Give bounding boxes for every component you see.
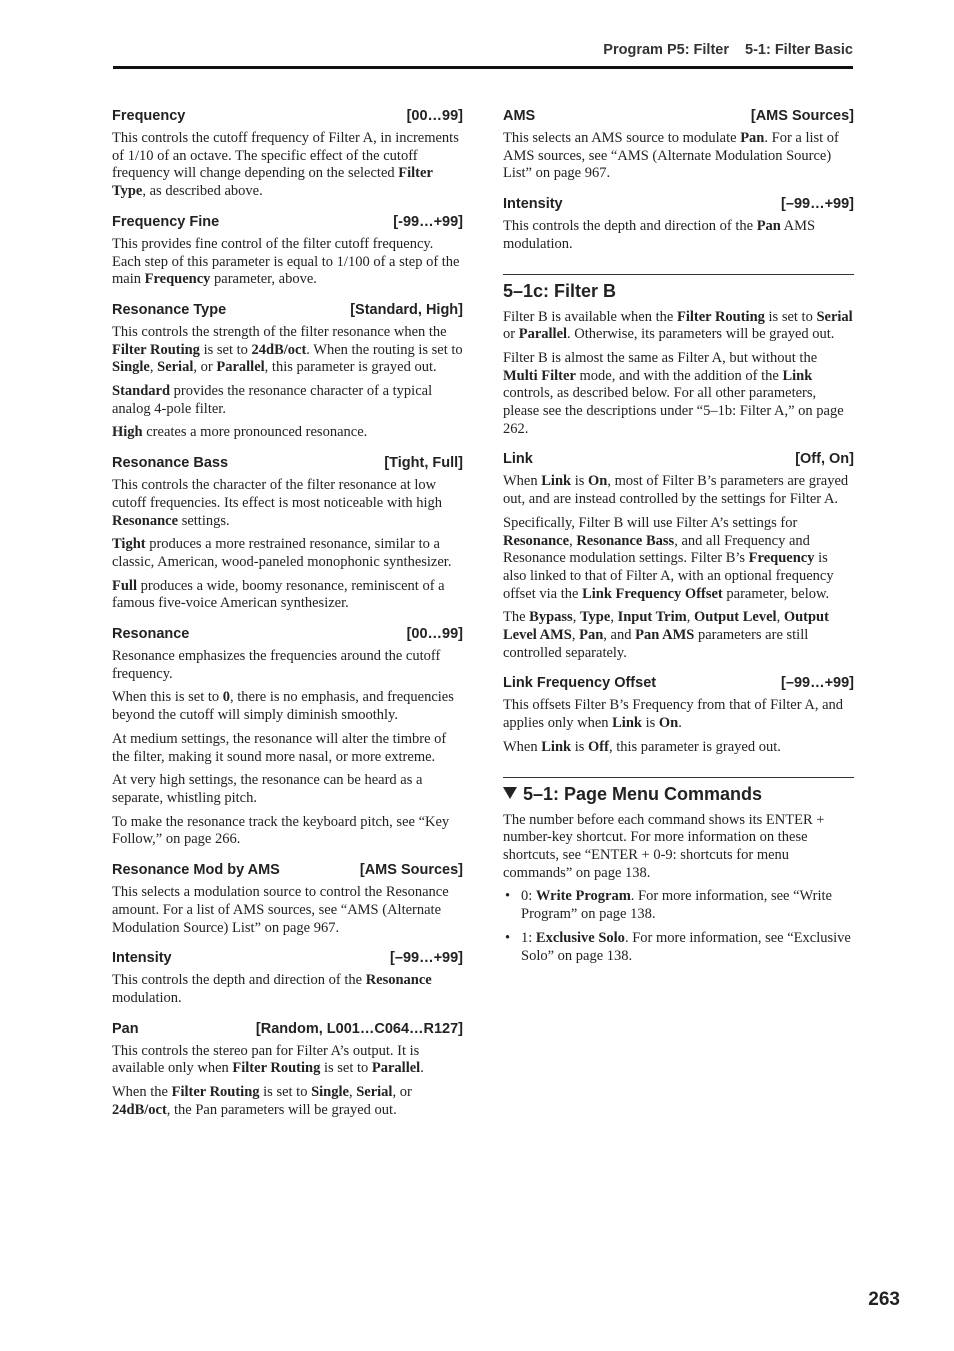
filter-b-desc2: Filter B is almost the same as Filter A, but without the Multi Filter mode, and with the addition of the Link controls, as described below. For all other parameters, please see the descriptions under “5–1b: Filter A,” on page 262.: [503, 349, 844, 437]
param-link-offset: Link Frequency Offset [–99…+99]: [503, 675, 854, 692]
param-link: Link [Off, On]: [503, 451, 854, 468]
param-intensity: Intensity [–99…+99]: [112, 950, 463, 967]
triangle-down-icon: [503, 787, 517, 799]
right-column: [503, 107, 854, 971]
pan-desc: This controls the stereo pan for Filter A’s output. It is available only when Filter Routing is set to Parallel.: [112, 1042, 424, 1077]
resonance-high: At very high settings, the resonance can be heard as a separate, whistling pitch.: [112, 772, 423, 806]
header-rule: [113, 66, 853, 69]
param-resonance: Resonance [00…99]: [112, 626, 463, 643]
ams-desc: This selects an AMS source to modulate Pan. For a list of AMS sources, see “AMS (Alternate Modulation Source) List” on page 967.: [503, 130, 839, 182]
header-chapter: Program P5: Filter: [603, 42, 729, 58]
link-offset-desc1: This offsets Filter B’s Frequency from that of Filter A, and applies only when Link is On.: [503, 697, 844, 732]
filter-b-desc1: Filter B is available when the Filter Routing is set to Serial or Parallel. Otherwise, its parameters will be grayed out.: [503, 308, 853, 343]
menu-desc: The number before each command shows its ENTER + number-key shortcut. For more information on these shortcuts, see “ENTER + 0-9: shortcuts for menu commands” on page 138.: [503, 811, 825, 881]
resonance-bass-full: Full produces a wide, boomy resonance, reminiscent of a famous five-voice American synthesizer.: [112, 577, 445, 612]
running-header: [113, 42, 853, 62]
page-number: 263: [868, 1289, 900, 1310]
resonance-bass-desc: This controls the character of the filter resonance at low cutoff frequencies. Its effect is most noticeable with high Resonance settings.: [112, 477, 443, 529]
frequency-desc: This controls the cutoff frequency of Filter A, in increments of 1/10 of an octave. The specific effect of the cutoff frequency will change depending on the selected Filter Type, as described above.: [112, 130, 459, 200]
param-resonance-mod: Resonance Mod by AMS [AMS Sources]: [112, 862, 463, 879]
resonance-type-standard: Standard provides the resonance character of a typical analog 4-pole filter.: [112, 383, 433, 417]
pan-intensity-desc: This controls the depth and direction of the Pan AMS modulation.: [503, 218, 816, 252]
param-frequency-fine: Frequency Fine [-99…+99]: [112, 213, 463, 230]
param-pan-intensity: Intensity [–99…+99]: [503, 196, 854, 213]
resonance-type-desc: This controls the strength of the filter resonance when the Filter Routing is set to 24dB/oct. When the routing is set to Single, Serial, or Parallel, this parameter is grayed out.: [112, 323, 463, 376]
list-item: • 1: Exclusive Solo. For more information, see “Exclusive Solo” on page 138.: [505, 929, 851, 964]
left-column: [112, 107, 463, 1125]
intensity-desc: This controls the depth and direction of the Resonance modulation.: [112, 972, 432, 1006]
resonance-bass-tight: Tight produces a more restrained resonance, similar to a classic, American, wood-paneled monophonic synthesizer.: [112, 536, 452, 570]
pan-grayed: When the Filter Routing is set to Single, Serial, or 24dB/oct, the Pan parameters will be grayed out.: [112, 1084, 412, 1118]
header-section: 5-1: Filter Basic: [745, 42, 853, 58]
section-filter-b: 5–1c: Filter B: [503, 274, 854, 303]
frequency-fine-desc: This provides fine control of the filter cutoff frequency. Each step of this parameter is equal to 1/100 of a step of the main Frequency parameter, above.: [112, 235, 460, 288]
param-resonance-bass: Resonance Bass [Tight, Full]: [112, 455, 463, 472]
param-ams: AMS [AMS Sources]: [503, 108, 854, 124]
resonance-medium: At medium settings, the resonance will alter the timbre of the filter, making it sound more nasal, or more extreme.: [112, 730, 447, 765]
link-desc1: When Link is On, most of Filter B’s parameters are grayed out, and are instead controlled by the settings for Filter A.: [503, 473, 849, 508]
resonance-keytrack: To make the resonance track the keyboard pitch, see “Key Follow,” on page 266.: [112, 813, 450, 848]
param-resonance-type: Resonance Type [Standard, High]: [112, 301, 463, 318]
menu-command-list: [503, 888, 854, 965]
link-desc3: The Bypass, Type, Input Trim, Output Level, Output Level AMS, Pan, and Pan AMS parameters are still controlled separately.: [503, 609, 829, 661]
resonance-desc: Resonance emphasizes the frequencies around the cutoff frequency.: [112, 648, 441, 682]
resonance-type-high: High creates a more pronounced resonance.: [112, 424, 368, 441]
param-frequency: Frequency [00…99]: [112, 108, 463, 124]
link-offset-desc2: When Link is Off, this parameter is grayed out.: [503, 738, 781, 755]
resonance-mod-desc: This selects a modulation source to control the Resonance amount. For a list of AMS sources, see “AMS (Alternate Modulation Source) List” on page 967.: [112, 884, 449, 936]
link-desc2: Specifically, Filter B will use Filter A’s settings for Resonance, Resonance Bass, and all Frequency and Resonance modulation settings. Filter B’s Frequency is also linked to that of Filter A, with an optional frequency offset via the Link Frequency Offset parameter, below.: [503, 514, 834, 602]
section-page-menu: 5–1: Page Menu Commands: [503, 777, 854, 806]
resonance-zero: When this is set to 0, there is no emphasis, and frequencies beyond the cutoff will simply diminish smoothly.: [112, 689, 454, 724]
param-pan: Pan [Random, L001…C064…R127]: [112, 1020, 463, 1037]
list-item: • 0: Write Program. For more information, see “Write Program” on page 138.: [505, 888, 832, 923]
